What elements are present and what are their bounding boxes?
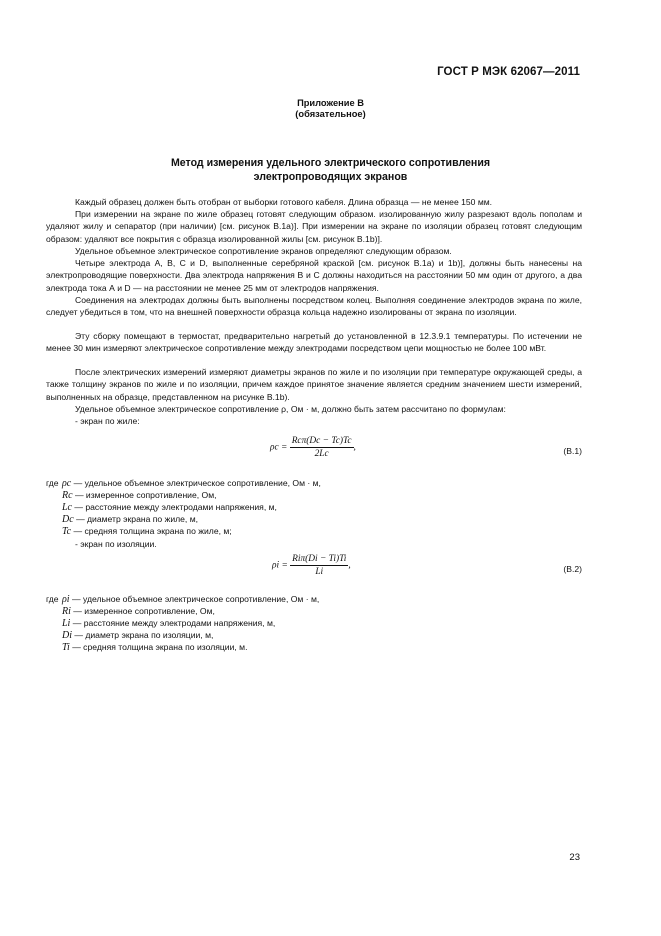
legend1-item: Lc — расстояние между электродами напряжения, м, <box>62 502 277 513</box>
paragraph-resistivity-intro: Удельное объемное электрическое сопротивление экранов определяют следующим образом. <box>75 246 452 256</box>
formula-b2-fraction <box>290 554 351 577</box>
legend2-item: Li — расстояние между электродами напряжения, м, <box>62 618 276 629</box>
formula-b2-numerator: Riπ(Di − Ti)Ti <box>292 554 347 564</box>
bullet-insulation-screen: - экран по изоляции. <box>75 539 157 549</box>
formula-b1-tail: , <box>353 442 356 453</box>
legend2-item: Ti — средняя толщина экрана по изоляции, м. <box>62 642 248 653</box>
paragraph-electrodes: Четыре электрода А, В, С и D, выполненные серебряной краской [см. рисунок В.1а) и 1b)], должны быть нанесены на электропроводящие поверхности. Два электрода напряжения В и С должны находиться на расстоянии 50 мм один от другого, а два электрода тока А и D — на расстоянии не менее 25 мм от электродов напряжения. <box>46 258 582 293</box>
standard-number: ГОСТ Р МЭК 62067—2011 <box>437 66 580 78</box>
formula-b2-tail: , <box>348 560 351 571</box>
formula-b1-numerator: Rcπ(Dc − Tc)Tc <box>291 436 352 446</box>
legend1-lead: где <box>46 478 59 488</box>
legend2-item: Ri — измеренное сопротивление, Ом, <box>62 606 215 617</box>
paragraph-sample: Каждый образец должен быть отобран от выборки готового кабеля. Длина образца — не менее 150 мм. <box>75 197 493 207</box>
page-number: 23 <box>569 852 580 863</box>
legend1-item: ρc — удельное объемное электрическое сопротивление, Ом · м, <box>62 478 321 489</box>
paragraph-measurements: После электрических измерений измеряют диаметры экранов по жиле и по изоляции при температуре окружающей среды, а также толщину экранов по жиле и по изоляции, причем каждое принятое значение является средним значением шести измерений, выполненных на образце, представленном на рисунке В.1b). <box>46 367 582 402</box>
appendix-label: Приложение В <box>297 98 364 108</box>
formula-b2-number: (В.2) <box>563 564 582 574</box>
formula-b1-lhs: ρc = <box>270 442 288 453</box>
formula-b2 <box>272 554 351 577</box>
legend2-lead: где <box>46 594 59 604</box>
formula-b2-lhs: ρi = <box>272 560 288 571</box>
paragraph-thermostat: Эту сборку помещают в термостат, предварительно нагретый до установленной в 12.3.9.1 температуры. По истечении не менее 30 мин измеряют электрическое сопротивление между электродами посредством цепи мощностью не более 100 мВт. <box>46 331 582 354</box>
appendix-status: (обязательное) <box>295 109 366 119</box>
formula-b1 <box>270 436 356 459</box>
formula-b1-number: (В.1) <box>563 446 582 456</box>
legend1-item: Rc — измеренное сопротивление, Ом, <box>62 490 217 501</box>
section-title-line1: Метод измерения удельного электрического сопротивления <box>170 157 491 169</box>
legend2-item: ρi — удельное объемное электрическое сопротивление, Ом · м, <box>62 594 320 605</box>
bullet-conductor-screen: - экран по жиле: <box>75 416 140 426</box>
paragraph-connections: Соединения на электродах должны быть выполнены посредством колец. Выполняя соединение электродов экрана по жиле, следует убедиться в том, что на внешней поверхности образца кольца надежно изолированы от экрана по изоляции. <box>46 295 582 318</box>
section-title-line2: электропроводящих экранов <box>253 171 408 183</box>
paragraph-preparation: При измерении на экране по жиле образец готовят следующим образом. изолированную жилу разрезают вдоль пополам и удаляют жилу и сепаратор (при наличии) [см. рисунок В.1а)]. При измерении на экране по изоляции образец готовят следующим образом: удаляют все покрытия с образца изолированной жилы [см. рисунок В.1b)]. <box>46 209 582 244</box>
legend2-item: Di — диаметр экрана по изоляции, м, <box>62 630 214 641</box>
formula-b1-fraction <box>290 436 354 459</box>
formula-b1-denominator: 2Lc <box>314 449 329 459</box>
legend1-item: Tc — средняя толщина экрана по жиле, м; <box>62 526 232 537</box>
formula-b2-denominator: Li <box>315 567 324 577</box>
paragraph-formula-intro: Удельное объемное электрическое сопротивление ρ, Ом · м, должно быть затем рассчитано по формулам: <box>75 404 506 414</box>
legend1-item: Dc — диаметр экрана по жиле, м, <box>62 514 198 525</box>
